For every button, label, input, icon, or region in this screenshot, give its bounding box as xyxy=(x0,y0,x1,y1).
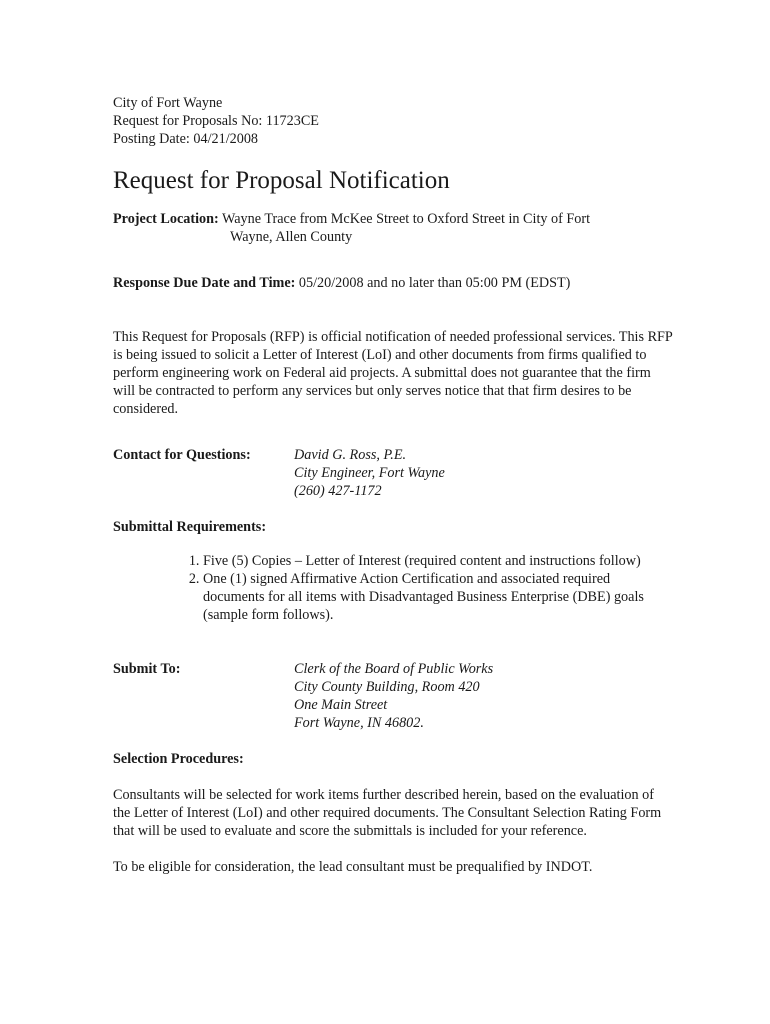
project-location xyxy=(113,210,673,246)
project-location-line1: Wayne Trace from McKee Street to Oxford Street in City of Fort xyxy=(218,211,591,227)
contact-name: David G. Ross, P.E. xyxy=(294,447,407,463)
document-header xyxy=(113,94,673,148)
contact-phone: (260) 427-1172 xyxy=(294,483,382,499)
intro-paragraph: This Request for Proposals (RFP) is official notification of needed professional services. This RFP is being issued to solicit a Letter of Interest (LoI) and other documents from firms qualified to perform engineering work on Federal aid projects. A submittal does not guarantee that the firm will be contracted to perform any services but only serves notice that that firm desires to be considered. xyxy=(113,329,673,417)
submit-to-label: Submit To: xyxy=(113,661,181,677)
eligibility-paragraph: To be eligible for consideration, the lead consultant must be prequalified by INDOT. xyxy=(113,859,593,875)
contact-section xyxy=(113,446,673,500)
project-location-line2: Wayne, Allen County xyxy=(230,229,353,245)
response-due xyxy=(113,274,673,292)
list-item: 2. One (1) signed Affirmative Action Certification and associated required documents for all items with Disadvantaged Business Enterprise (DBE) goals (sample form follows). xyxy=(203,570,673,624)
project-location-label: Project Location: xyxy=(113,211,219,227)
selection-paragraph: Consultants will be selected for work items further described herein, based on the evaluation of the Letter of Interest (LoI) and other required documents. The Consultant Selection Rating Form that will be used to evaluate and score the submittals is included for your reference. xyxy=(113,787,662,839)
submittal-label: Submittal Requirements: xyxy=(113,519,267,535)
response-due-value: 05/20/2008 and no later than 05:00 PM (EDST) xyxy=(295,275,571,291)
submit-to-line1: Clerk of the Board of Public Works xyxy=(294,661,494,677)
city-name: City of Fort Wayne xyxy=(113,95,223,111)
document-page xyxy=(113,94,673,876)
submittal-list xyxy=(113,552,673,624)
rfp-number: Request for Proposals No: 11723CE xyxy=(113,113,319,129)
posting-date: Posting Date: 04/21/2008 xyxy=(113,131,259,147)
contact-label: Contact for Questions: xyxy=(113,447,251,463)
selection-procedures-label: Selection Procedures: xyxy=(113,751,244,767)
submit-to-section xyxy=(113,660,673,732)
list-item: 1. Five (5) Copies – Letter of Interest (required content and instructions follow) xyxy=(203,552,673,570)
submit-to-line4: Fort Wayne, IN 46802. xyxy=(294,715,424,731)
contact-title: City Engineer, Fort Wayne xyxy=(294,465,445,481)
page-title: Request for Proposal Notification xyxy=(113,167,450,194)
submit-to-line2: City County Building, Room 420 xyxy=(294,679,480,695)
submit-to-line3: One Main Street xyxy=(294,697,388,713)
response-due-label: Response Due Date and Time: xyxy=(113,275,296,291)
